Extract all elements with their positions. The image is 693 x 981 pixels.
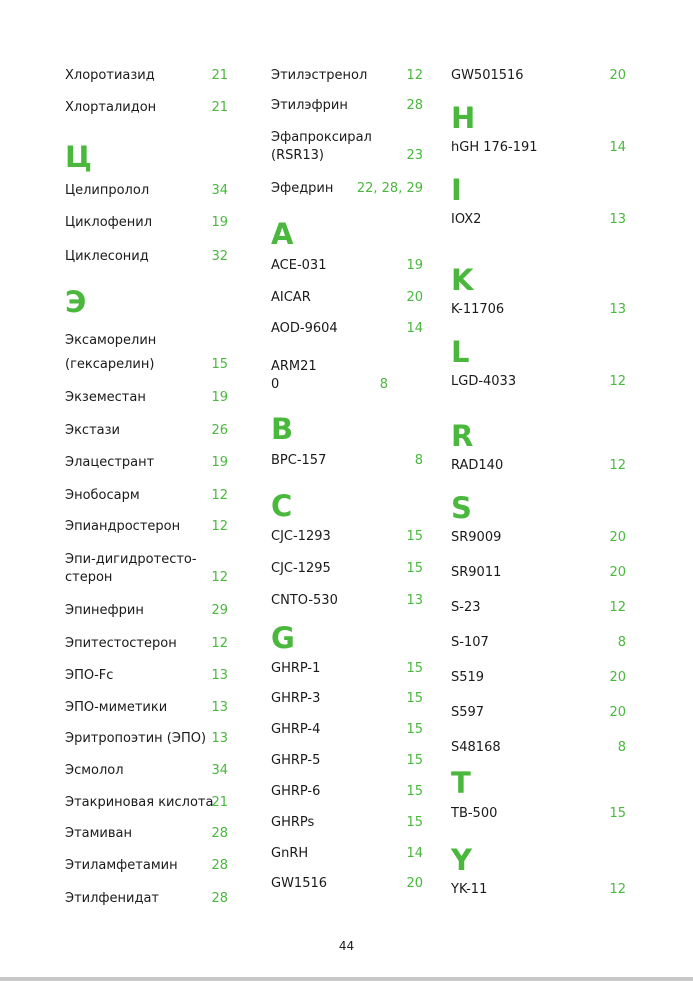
entry-page-number[interactable]: 19 — [211, 455, 228, 470]
entry-page-number[interactable]: 14 — [406, 321, 423, 336]
entry-page-number[interactable]: 12 — [609, 374, 626, 389]
entry-page-number[interactable]: 13 — [211, 700, 228, 715]
entry-page-number[interactable]: 28 — [211, 826, 228, 841]
entry-term: GW1516 — [271, 876, 328, 891]
page-number: 44 — [338, 939, 355, 953]
section-letter: A — [271, 217, 294, 251]
entry-term: Этакриновая кислота — [65, 795, 214, 810]
entry-term: YK-11 — [451, 882, 488, 897]
section-letter: R — [451, 419, 474, 453]
entry-term: Целипролол — [65, 183, 150, 198]
entry-page-number[interactable]: 19 — [211, 215, 228, 230]
entry-term: GHRP-5 — [271, 753, 321, 768]
entry-page-number[interactable]: 21 — [211, 100, 228, 115]
entry-page-number[interactable]: 28 — [211, 858, 228, 873]
entry-page-number[interactable]: 12 — [211, 519, 228, 534]
entry-term: RAD140 — [451, 458, 504, 473]
section-letter: Y — [451, 843, 472, 877]
entry-term: Эсмолол — [65, 763, 124, 778]
entry-term: Этилфенидат — [65, 891, 159, 906]
entry-page-number[interactable]: 19 — [406, 258, 423, 273]
entry-term: hGH 176-191 — [451, 140, 538, 155]
entry-page-number[interactable]: 22, 28, 29 — [356, 181, 423, 196]
entry-page-number[interactable]: 13 — [406, 593, 423, 608]
entry-page-number[interactable]: 20 — [406, 876, 423, 891]
entry-page-number[interactable]: 20 — [609, 565, 626, 580]
entry-page-number[interactable]: 8 — [414, 453, 423, 468]
entry-term: Эфедрин — [271, 181, 334, 196]
entry-term: CNTO-530 — [271, 593, 338, 608]
entry-term: GHRP-6 — [271, 784, 321, 799]
entry-term: S597 — [451, 705, 485, 720]
entry-page-number[interactable]: 20 — [406, 290, 423, 305]
entry-page-number[interactable]: 21 — [211, 795, 228, 810]
entry-page-number[interactable]: 20 — [609, 68, 626, 83]
entry-term: GHRP-1 — [271, 661, 321, 676]
entry-term: Эпиандростерон — [65, 519, 181, 534]
entry-page-number[interactable]: 32 — [211, 249, 228, 264]
entry-term: CJC-1293 — [271, 529, 331, 544]
section-letter: H — [451, 101, 476, 135]
entry-page-number[interactable]: 13 — [609, 212, 626, 227]
section-letter: S — [451, 491, 472, 525]
section-letter: C — [271, 489, 293, 523]
entry-page-number[interactable]: 15 — [211, 357, 228, 372]
entry-term: IOX2 — [451, 212, 482, 227]
entry-term: GnRH — [271, 846, 309, 861]
entry-page-number[interactable]: 15 — [406, 753, 423, 768]
entry-page-number[interactable]: 15 — [406, 529, 423, 544]
entry-term: Этилэстренол — [271, 68, 368, 83]
entry-page-number[interactable]: 12 — [211, 570, 228, 585]
entry-page-number[interactable]: 29 — [211, 603, 228, 618]
entry-page-number[interactable]: 20 — [609, 530, 626, 545]
entry-term: GHRPs — [271, 815, 315, 830]
section-letter: Э — [65, 285, 87, 319]
entry-term: Энобосарм — [65, 488, 140, 503]
entry-page-number[interactable]: 15 — [406, 661, 423, 676]
entry-page-number[interactable]: 34 — [211, 763, 228, 778]
entry-page-number[interactable]: 12 — [609, 600, 626, 615]
entry-page-number[interactable]: 12 — [609, 458, 626, 473]
entry-term: Хлорталидон — [65, 100, 157, 115]
entry-term: BPC-157 — [271, 453, 327, 468]
entry-term: Этилэфрин — [271, 98, 348, 113]
section-letter: B — [271, 412, 294, 446]
entry-page-number[interactable]: 15 — [406, 784, 423, 799]
section-letter: K — [451, 263, 474, 297]
entry-term: Хлоротиазид — [65, 68, 155, 83]
entry-term: S48168 — [451, 740, 501, 755]
entry-term: Этамиван — [65, 826, 132, 841]
entry-page-number[interactable]: 21 — [211, 68, 228, 83]
entry-term-continuation: 0 — [271, 377, 280, 392]
entry-page-number[interactable]: 15 — [406, 561, 423, 576]
entry-term: Циклесонид — [65, 249, 149, 264]
entry-page-number[interactable]: 14 — [406, 846, 423, 861]
entry-term: ЭПО-Fc — [65, 668, 114, 683]
entry-term: GW501516 — [451, 68, 524, 83]
entry-page-number[interactable]: 12 — [211, 488, 228, 503]
section-letter: I — [451, 173, 462, 207]
entry-term: S-23 — [451, 600, 481, 615]
section-letter: L — [451, 335, 470, 369]
entry-term-continuation: стерон — [65, 570, 113, 585]
entry-term: S519 — [451, 670, 485, 685]
section-letter: G — [271, 621, 295, 655]
entry-page-number[interactable]: 13 — [211, 731, 228, 746]
entry-term: ACE-031 — [271, 258, 327, 273]
entry-term: TB-500 — [451, 806, 498, 821]
entry-term: Эксаморелин — [65, 333, 157, 348]
entry-page-number[interactable]: 15 — [406, 722, 423, 737]
entry-term: GHRP-3 — [271, 691, 321, 706]
entry-page-number[interactable]: 8 — [617, 740, 626, 755]
entry-term: K-11706 — [451, 302, 505, 317]
entry-term: Этиламфетамин — [65, 858, 178, 873]
entry-page-number[interactable]: 13 — [609, 302, 626, 317]
section-letter: T — [451, 766, 471, 800]
entry-page-number[interactable]: 13 — [211, 668, 228, 683]
entry-term: S-107 — [451, 635, 489, 650]
entry-term: AOD-9604 — [271, 321, 338, 336]
entry-term: Эпитестостерон — [65, 636, 177, 651]
entry-term: SR9009 — [451, 530, 502, 545]
entry-page-number[interactable]: 12 — [609, 882, 626, 897]
entry-term: AICAR — [271, 290, 311, 305]
entry-term: Экстази — [65, 423, 120, 438]
entry-page-number[interactable]: 34 — [211, 183, 228, 198]
entry-page-number[interactable]: 20 — [609, 670, 626, 685]
entry-term: CJC-1295 — [271, 561, 331, 576]
entry-term: ЭПО-миметики — [65, 700, 168, 715]
entry-page-number[interactable]: 15 — [406, 815, 423, 830]
entry-page-number[interactable]: 26 — [211, 423, 228, 438]
entry-page-number[interactable]: 15 — [406, 691, 423, 706]
entry-page-number[interactable]: 12 — [211, 636, 228, 651]
entry-term: Эфапроксирал — [271, 130, 372, 145]
entry-term: GHRP-4 — [271, 722, 321, 737]
entry-page-number[interactable]: 12 — [406, 68, 423, 83]
section-letter: Ц — [65, 140, 92, 174]
entry-term: ARM21 — [271, 359, 317, 374]
entry-term: Эритропоэтин (ЭПО) — [65, 731, 207, 746]
entry-page-number[interactable]: 23 — [406, 148, 423, 163]
entry-term-continuation: (RSR13) — [271, 148, 325, 163]
entry-page-number[interactable]: 8 — [617, 635, 626, 650]
entry-page-number[interactable]: 8 — [379, 377, 388, 392]
entry-page-number[interactable]: 14 — [609, 140, 626, 155]
entry-page-number[interactable]: 28 — [406, 98, 423, 113]
bottom-divider — [0, 977, 693, 981]
entry-term: Элацестрант — [65, 455, 155, 470]
entry-page-number[interactable]: 15 — [609, 806, 626, 821]
entry-term: LGD-4033 — [451, 374, 517, 389]
entry-term: SR9011 — [451, 565, 502, 580]
entry-term: Эпи-дигидротесто- — [65, 552, 197, 567]
entry-term: Экземестан — [65, 390, 146, 405]
entry-page-number[interactable]: 19 — [211, 390, 228, 405]
entry-term: Эпинефрин — [65, 603, 144, 618]
entry-page-number[interactable]: 20 — [609, 705, 626, 720]
entry-term: (гексарелин) — [65, 357, 155, 372]
entry-page-number[interactable]: 28 — [211, 891, 228, 906]
entry-term: Циклофенил — [65, 215, 153, 230]
